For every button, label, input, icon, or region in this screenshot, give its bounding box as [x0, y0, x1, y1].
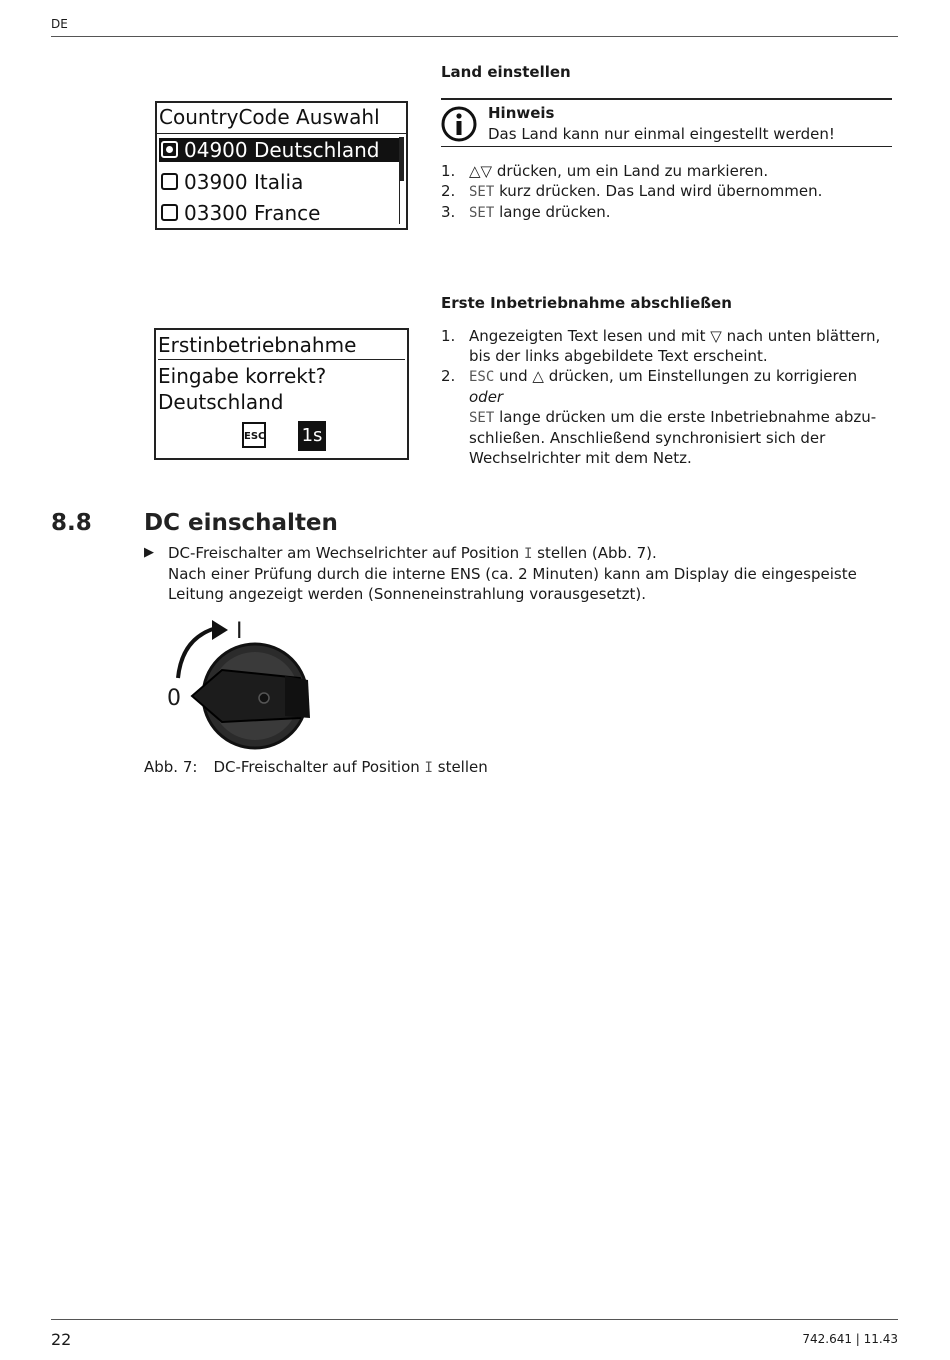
finish-step-2: 2. ESC und △ drücken, um Einstellungen zu korrigieren oder SET lange drücken um die erste Inbetriebnahme abzuschließen. Anschließend synchronisiert sich der Wechselrichter mit dem Netz.: [441, 367, 877, 467]
land-step-1: 1. △▽ drücken, um ein Land zu markieren.: [441, 162, 769, 180]
label-off: 0: [167, 686, 181, 711]
land-step-2: 2. SET kurz drücken. Das Land wird übernommen.: [441, 182, 823, 200]
display-scrollbar-thumb: [400, 137, 404, 181]
finish-display: [154, 328, 409, 460]
hint-bottom-rule: [441, 146, 892, 147]
finish-heading: Erste Inbetriebnahme abschließen: [441, 294, 732, 312]
hint-title: Hinweis: [488, 104, 555, 122]
switch-handle-end: [285, 676, 310, 718]
section-number: 8.8: [51, 510, 92, 536]
finish-display-line2: Deutschland: [158, 390, 284, 414]
instruction-paragraph: Nach einer Prüfung durch die interne ENS (ca. 2 Minuten) kann am Display die eingespeiste Leitung angezeigt werden (Sonneneinstrahlung vorausgesetzt).: [168, 565, 857, 603]
instruction-bullet: ▶ DC-Freischalter am Wechselrichter auf Position I stellen (Abb. 7). Nach einer Prüfung durch die interne ENS (ca. 2 Minuten) kann am Display die eingespeiste Leitung angezeigt werden (Sonneneinstrahlung vorausgesetzt).: [144, 544, 857, 603]
header-rule: [51, 36, 898, 37]
finish-display-line1: Eingabe korrekt?: [158, 364, 327, 388]
figure-caption: Abb. 7: DC-Freischalter auf Position I stellen: [144, 758, 488, 776]
land-step-3: 3. SET lange drücken.: [441, 203, 611, 221]
section-title: DC einschalten: [144, 510, 338, 536]
finish-step-1: 1. Angezeigten Text lesen und mit ▽ nach unten blättern, bis der links abgebildete Text erscheint.: [441, 327, 881, 365]
country-display: [155, 101, 408, 230]
footer-rule: [51, 1319, 898, 1320]
display-divider: [158, 359, 405, 360]
radio-icon: [161, 173, 178, 190]
land-heading: Land einstellen: [441, 63, 571, 81]
document-number: 742.641 | 11.43: [802, 1332, 898, 1346]
finish-display-title: Erstinbetriebnahme: [158, 333, 357, 357]
time-indicator: 1s: [298, 421, 326, 451]
hint-text: Das Land kann nur einmal eingestellt werden!: [488, 125, 835, 143]
land-steps: [441, 161, 891, 223]
switch-screw: [259, 693, 269, 703]
info-icon: [441, 106, 477, 142]
label-on: I: [236, 619, 243, 644]
triangle-bullet-icon: ▶: [144, 545, 154, 560]
esc-key-icon: ESC: [242, 422, 266, 448]
radio-selected-icon: [161, 141, 178, 158]
country-display-title: CountryCode Auswahl: [159, 105, 380, 129]
language-label: DE: [51, 17, 68, 31]
display-divider: [157, 133, 406, 134]
page-number: 22: [51, 1330, 72, 1349]
country-option-1: 04900 Deutschland: [159, 138, 401, 162]
arrow-head-icon: [212, 620, 228, 640]
finish-steps: [441, 326, 893, 468]
country-option-3: 03300 France: [159, 201, 322, 225]
hint-top-rule: [441, 98, 892, 100]
country-option-2: 03900 Italia: [159, 170, 305, 194]
radio-icon: [161, 204, 178, 221]
